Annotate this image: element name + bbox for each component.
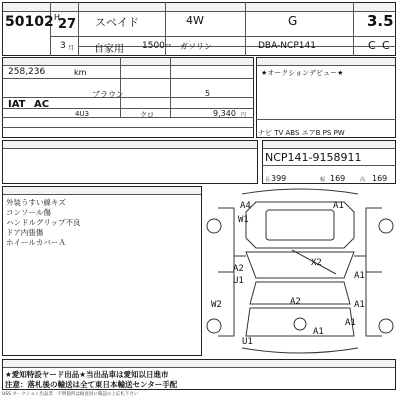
damage-u1-bottom: U1 — [242, 337, 253, 347]
tire-rear-left — [207, 319, 221, 333]
note-line-2: コンソール傷 — [6, 208, 51, 217]
tire-rear-right — [379, 319, 393, 333]
mileage-unit: km — [74, 68, 87, 77]
seating-capacity: 5 — [205, 89, 211, 98]
roof-inner — [266, 210, 334, 240]
year: 27 — [58, 17, 77, 32]
damage-w2: W2 — [211, 300, 222, 310]
damage-a2-center: A2 — [290, 297, 301, 307]
damage-a4: A4 — [240, 201, 251, 211]
cc-unit: cc — [166, 43, 172, 49]
footer-notice: USS オークション出品票 不明箇所は検査員に確認の上応札下さい — [2, 392, 139, 397]
fuel: ガソリン — [180, 42, 212, 51]
damage-a1-bottom: A1 — [313, 327, 324, 337]
damage-x2: X2 — [311, 258, 322, 268]
damage-a1-right2: A1 — [354, 300, 365, 310]
displacement: 1500 — [142, 41, 165, 51]
inspector-notes-header — [3, 187, 201, 195]
doors: 4W — [186, 14, 204, 27]
hood — [246, 252, 354, 278]
chassis-number: NCP141-9158911 — [265, 151, 362, 164]
specs-header-strip — [3, 58, 253, 66]
notes-top-header — [3, 141, 257, 149]
model-code: DBA-NCP141 — [258, 41, 316, 51]
trunk — [246, 308, 354, 336]
tire-front-right — [379, 219, 393, 233]
note-line-1: 外装うすい線キズ — [6, 198, 66, 207]
dim-length: 399 — [271, 174, 287, 183]
selling-points-header — [257, 58, 395, 66]
air-conditioning: AC — [34, 99, 50, 110]
equipment-list: ナビ TV ABS エアB PS PW — [258, 129, 345, 137]
remarks-header — [3, 360, 395, 368]
rear-bumper — [242, 348, 358, 353]
damage-w1: W1 — [238, 215, 249, 225]
month-unit: 月 — [68, 45, 75, 52]
note-line-3: ハンドルグリップ不良 — [6, 218, 81, 227]
dim-height: 169 — [372, 174, 388, 183]
recycle-fee: 9,340 — [213, 109, 236, 118]
exterior-grade: C — [382, 39, 390, 52]
grade: G — [288, 14, 298, 28]
interior-grade: C — [368, 39, 376, 52]
recycle-unit: 円 — [241, 112, 247, 118]
dim-mark-3: 高 — [360, 177, 366, 183]
month: 3 — [60, 41, 66, 51]
transmission: IAT — [8, 99, 26, 110]
dim-mark-1: 長 — [265, 177, 271, 183]
damage-a1-right1: A1 — [354, 271, 365, 281]
tire-front-left — [207, 219, 221, 233]
mileage: 258,236 — [8, 67, 46, 77]
era-label: H — [54, 13, 61, 22]
color-code: 4U3 — [75, 110, 90, 118]
front-bumper — [242, 189, 358, 194]
body-color: ブラウン — [92, 90, 124, 99]
damage-u1-left: U1 — [233, 276, 244, 286]
remarks-line-2: 注意：落札後の輸送は全て東日本輸送センター手配 — [5, 380, 178, 389]
car-name: スペイド — [95, 16, 139, 29]
spare-tire — [294, 318, 306, 330]
dim-width: 169 — [330, 174, 346, 183]
note-line-4: ドア内張傷 — [6, 228, 44, 237]
header-labels-strip — [3, 3, 395, 12]
damage-a2-left: A2 — [233, 264, 244, 274]
dim-mark-2: 幅 — [320, 177, 326, 183]
chassis-header — [263, 141, 395, 149]
selling-points-text: ★オークションデビュー★ — [261, 69, 344, 77]
score: 3.5 — [367, 12, 394, 30]
lot-number: 50102 — [5, 14, 54, 30]
usage: 自家用 — [94, 44, 124, 55]
trim-color: クロ — [140, 111, 154, 119]
note-line-5: ホイールカバーＡ — [6, 238, 66, 247]
damage-a1-top: A1 — [333, 201, 344, 211]
remarks-line-1: ★愛知特設ヤード出品★当出品車は愛知以日進市 — [5, 370, 169, 379]
damage-a1-right3: A1 — [345, 318, 356, 328]
